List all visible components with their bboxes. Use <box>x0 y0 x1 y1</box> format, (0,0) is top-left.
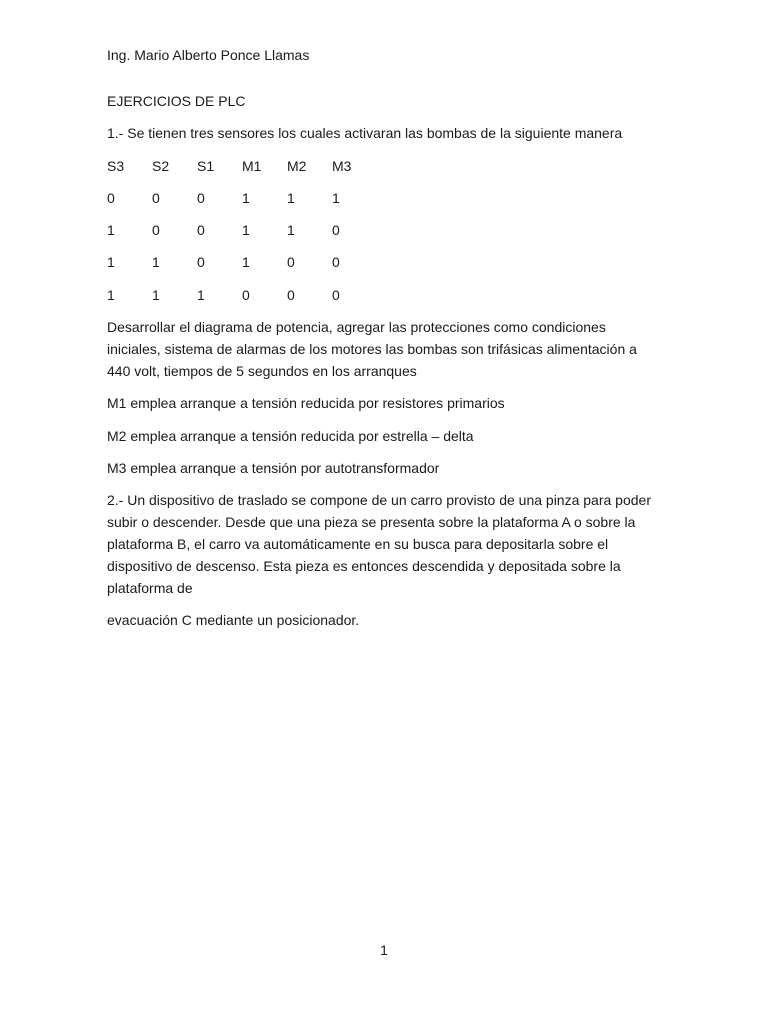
author-name: Ing. Mario Alberto Ponce Llamas <box>107 47 310 63</box>
truth-table-cell: 1 <box>197 287 205 303</box>
truth-table-cell: 1 <box>107 222 115 238</box>
truth-table-cell: 0 <box>242 287 250 303</box>
exercise-2-paragraph: 2.- Un dispositivo de traslado se compone de un carro provisto de una pinza para poder subir o descender. Desde que una pieza se presenta sobre la plataforma A o sobre la plataforma B, el carro va automáticamente en su busca para depositarla sobre el dispositivo de descenso. Esta pieza es entonces descendida y depositada sobre la plataforma de <box>107 492 651 596</box>
section-title: EJERCICIOS DE PLC <box>107 93 246 109</box>
truth-table-header: M2 <box>287 158 307 174</box>
truth-table-cell: 0 <box>152 222 160 238</box>
truth-table-cell: 0 <box>332 254 340 270</box>
truth-table-cell: 0 <box>107 190 115 206</box>
truth-table-cell: 0 <box>332 222 340 238</box>
motor-m3-description: M3 emplea arranque a tensión por autotransformador <box>107 460 440 476</box>
truth-table-cell: 1 <box>287 190 295 206</box>
truth-table-cell: 1 <box>152 254 160 270</box>
truth-table-cell: 1 <box>152 287 160 303</box>
truth-table-cell: 1 <box>242 254 250 270</box>
truth-table-header: M3 <box>332 158 352 174</box>
exercise-2-continuation: evacuación C mediante un posicionador. <box>107 612 360 628</box>
truth-table-cell: 0 <box>152 190 160 206</box>
truth-table-cell: 1 <box>107 287 115 303</box>
truth-table-header: S3 <box>107 158 125 174</box>
motor-m2-description: M2 emplea arranque a tensión reducida por estrella – delta <box>107 428 474 444</box>
truth-table-header: S2 <box>152 158 170 174</box>
truth-table-cell: 0 <box>287 287 295 303</box>
truth-table-cell: 0 <box>332 287 340 303</box>
truth-table-header: S1 <box>197 158 215 174</box>
truth-table-cell: 0 <box>287 254 295 270</box>
truth-table-cell: 1 <box>332 190 340 206</box>
page-number: 1 <box>380 942 388 958</box>
motor-m1-description: M1 emplea arranque a tensión reducida por resistores primarios <box>107 395 505 411</box>
truth-table-header: M1 <box>242 158 262 174</box>
exercise-1-instructions: Desarrollar el diagrama de potencia, agregar las protecciones como condiciones iniciales, sistema de alarmas de los motores las bombas son trifásicas alimentación a 440 volt, tiempos de 5 segundos en los arranques <box>107 319 637 379</box>
truth-table-cell: 1 <box>242 222 250 238</box>
truth-table-cell: 0 <box>197 190 205 206</box>
exercise-1-statement: 1.- Se tienen tres sensores los cuales activaran las bombas de la siguiente manera <box>107 125 623 141</box>
truth-table-cell: 0 <box>197 222 205 238</box>
truth-table-cell: 1 <box>242 190 250 206</box>
truth-table-cell: 1 <box>287 222 295 238</box>
truth-table-cell: 1 <box>107 254 115 270</box>
truth-table-cell: 0 <box>197 254 205 270</box>
